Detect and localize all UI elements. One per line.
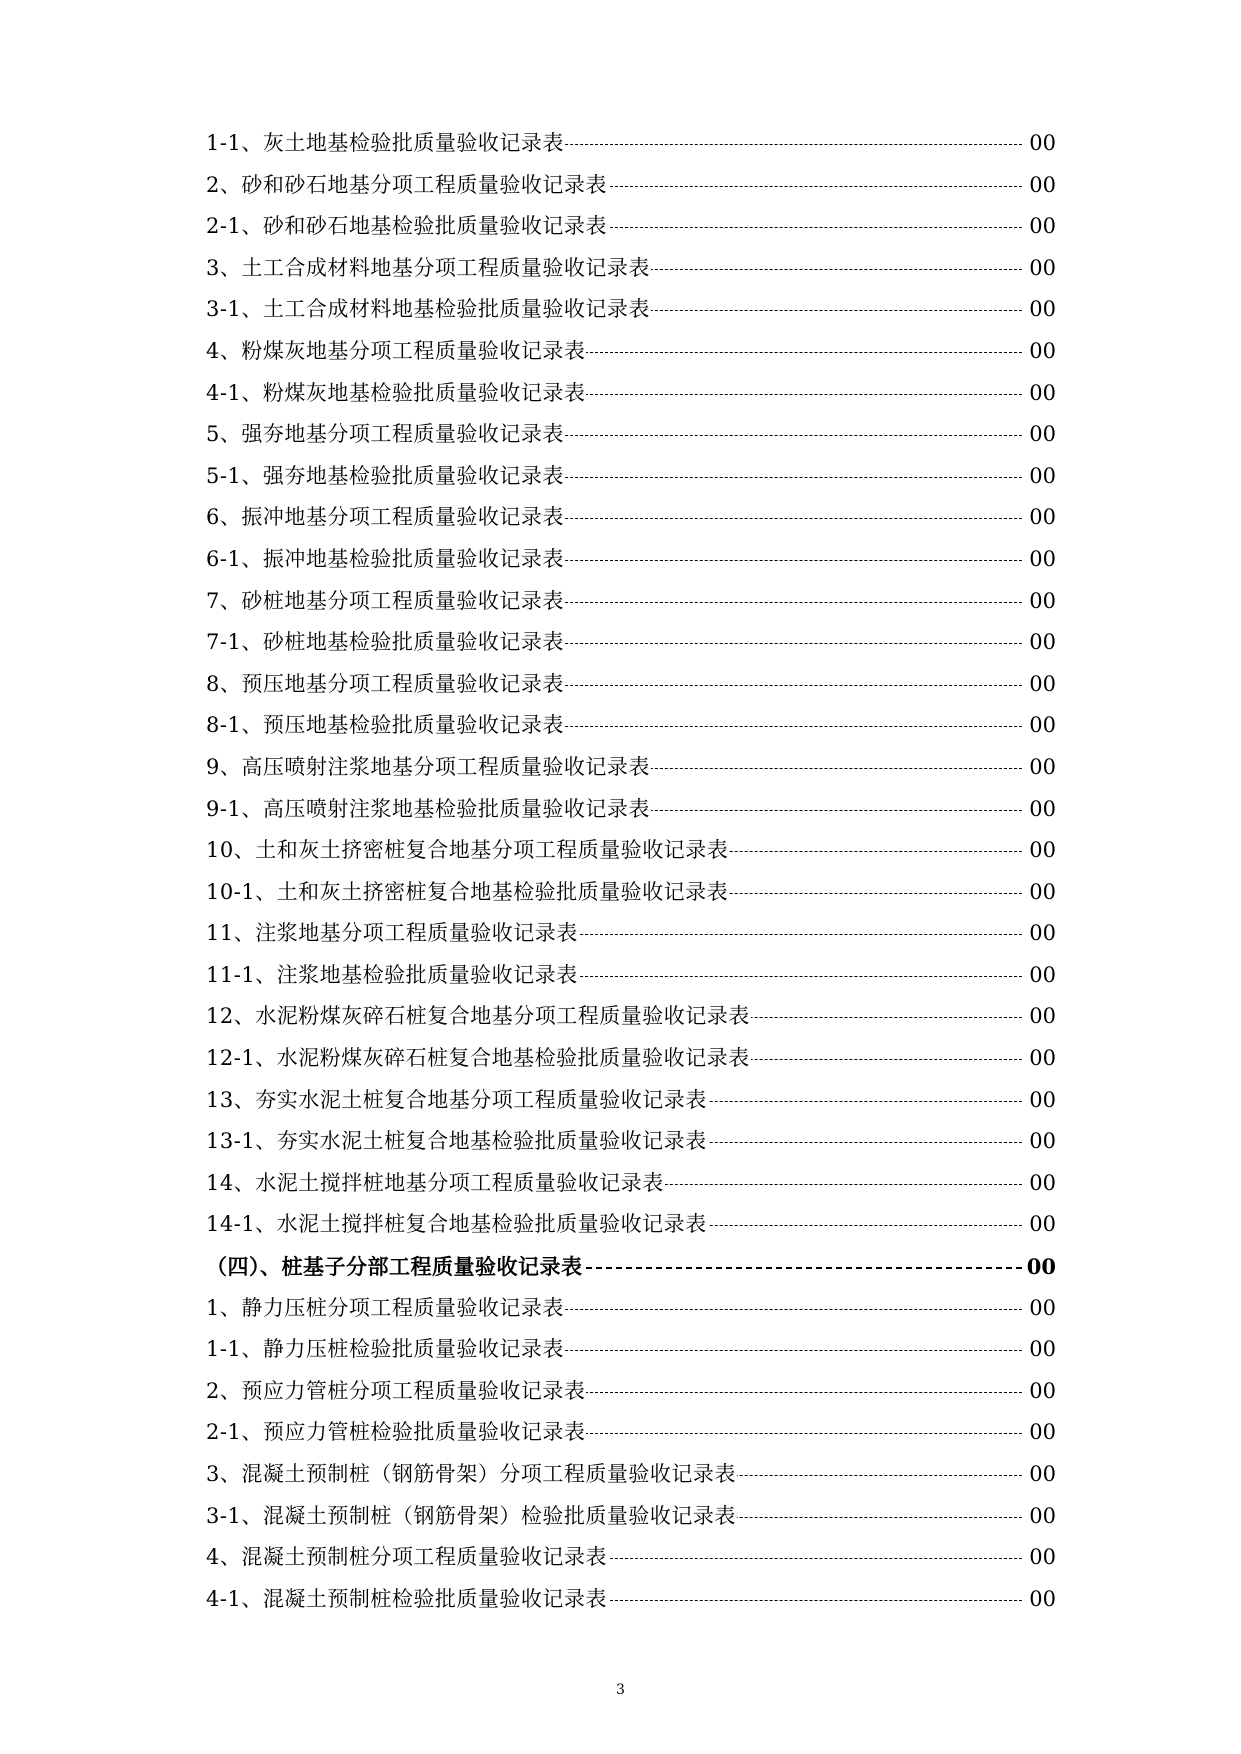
toc-entry-label: 2、砂和砂石地基分项工程质量验收记录表 <box>206 172 607 197</box>
toc-entry-page: 00 <box>1022 622 1056 664</box>
toc-entry-label: 6-1、振冲地基检验批质量验收记录表 <box>206 546 564 571</box>
toc-entry-page: 00 <box>1022 1329 1056 1371</box>
toc-entry-label: 14、水泥土搅拌桩地基分项工程质量验收记录表 <box>206 1170 664 1195</box>
toc-entry-label: 2-1、砂和砂石地基检验批质量验收记录表 <box>206 214 607 239</box>
toc-entry-page: 00 <box>1022 581 1056 623</box>
toc-entry-label: 2、预应力管桩分项工程质量验收记录表 <box>206 1378 586 1403</box>
toc-entry-label: 13、夯实水泥土桩复合地基分项工程质量验收记录表 <box>206 1087 707 1112</box>
toc-entry-page: 00 <box>1022 996 1056 1038</box>
toc-entry-page: 00 <box>1022 1163 1056 1205</box>
toc-entry-page: 00 <box>1022 1496 1056 1538</box>
toc-entry-label: 7、砂桩地基分项工程质量验收记录表 <box>206 588 564 613</box>
toc-entry[interactable] <box>206 1454 1056 1496</box>
toc-entry[interactable] <box>206 747 1056 789</box>
toc-entry[interactable] <box>206 1080 1056 1122</box>
toc-entry[interactable] <box>206 289 1056 331</box>
toc-entry[interactable] <box>206 1329 1056 1371</box>
toc-entry-page: 00 <box>1022 206 1056 248</box>
toc-entry-page: 00 <box>1022 248 1056 290</box>
toc-entry-label: 1、静力压桩分项工程质量验收记录表 <box>206 1295 564 1320</box>
toc-entry-page: 00 <box>1022 497 1056 539</box>
toc-entry-label: 5、强夯地基分项工程质量验收记录表 <box>206 422 564 447</box>
toc-entry-label: 4、混凝土预制桩分项工程质量验收记录表 <box>206 1545 607 1570</box>
toc-entry[interactable] <box>206 373 1056 415</box>
toc-entry-page: 00 <box>1022 1080 1056 1122</box>
toc-entry-label: 2-1、预应力管桩检验批质量验收记录表 <box>206 1420 586 1445</box>
toc-entry-page: 00 <box>1022 955 1056 997</box>
toc-entry-label: 13-1、夯实水泥土桩复合地基检验批质量验收记录表 <box>206 1129 707 1154</box>
toc-entry[interactable] <box>206 1579 1056 1621</box>
toc-entry-page: 00 <box>1022 705 1056 747</box>
toc-entry[interactable] <box>206 1537 1056 1579</box>
toc-entry-page: 00 <box>1022 664 1056 706</box>
toc-entry[interactable] <box>206 581 1056 623</box>
toc-entry[interactable] <box>206 664 1056 706</box>
toc-entry[interactable] <box>206 622 1056 664</box>
toc-entry[interactable] <box>206 248 1056 290</box>
toc-entry-label: 11、注浆地基分项工程质量验收记录表 <box>206 921 578 946</box>
toc-entry-label: 6、振冲地基分项工程质量验收记录表 <box>206 505 564 530</box>
toc-entry[interactable] <box>206 1412 1056 1454</box>
page-number: 3 <box>616 1682 625 1698</box>
toc-entry-page: 00 <box>1022 1121 1056 1163</box>
toc-entry[interactable] <box>206 789 1056 831</box>
toc-entry-label: 4-1、粉煤灰地基检验批质量验收记录表 <box>206 380 586 405</box>
toc-entry[interactable] <box>206 497 1056 539</box>
toc-entry-page: 00 <box>1022 1454 1056 1496</box>
toc-entry-label: 11-1、注浆地基检验批质量验收记录表 <box>206 962 578 987</box>
toc-entry-page: 00 <box>1022 872 1056 914</box>
toc-entry[interactable] <box>206 165 1056 207</box>
toc-entry-page: 00 <box>1022 1371 1056 1413</box>
toc-entry[interactable] <box>206 996 1056 1038</box>
toc-entry-label: 5-1、强夯地基检验批质量验收记录表 <box>206 463 564 488</box>
toc-entry[interactable] <box>206 1371 1056 1413</box>
toc-entry[interactable] <box>206 539 1056 581</box>
toc-entry[interactable] <box>206 872 1056 914</box>
toc-entry-label: 3、土工合成材料地基分项工程质量验收记录表 <box>206 255 650 280</box>
toc-entry-label: 4、粉煤灰地基分项工程质量验收记录表 <box>206 338 586 363</box>
toc-entry-label: 3-1、土工合成材料地基检验批质量验收记录表 <box>206 297 650 322</box>
toc-entry-label: 9-1、高压喷射注浆地基检验批质量验收记录表 <box>206 796 650 821</box>
toc-entry-label: 4-1、混凝土预制桩检验批质量验收记录表 <box>206 1586 607 1611</box>
toc-entry[interactable] <box>206 830 1056 872</box>
toc-entry-page: 00 <box>1022 913 1056 955</box>
toc-entry[interactable] <box>206 414 1056 456</box>
toc-entry[interactable] <box>206 206 1056 248</box>
toc-entry[interactable] <box>206 955 1056 997</box>
toc-entry-label: 1-1、静力压桩检验批质量验收记录表 <box>206 1337 564 1362</box>
toc-entry[interactable] <box>206 1121 1056 1163</box>
toc-entry-page: 00 <box>1022 1579 1056 1621</box>
toc-entry-page: 00 <box>1022 747 1056 789</box>
toc-entry[interactable] <box>206 331 1056 373</box>
toc-entry[interactable] <box>206 913 1056 955</box>
table-of-contents <box>206 123 1056 1620</box>
toc-entry[interactable] <box>206 1038 1056 1080</box>
toc-entry[interactable] <box>206 123 1056 165</box>
toc-entry[interactable] <box>206 705 1056 747</box>
toc-entry-page: 00 <box>1022 165 1056 207</box>
toc-entry-page: 00 <box>1022 1288 1056 1330</box>
toc-entry[interactable] <box>206 456 1056 498</box>
toc-entry-page: 00 <box>1022 1038 1056 1080</box>
toc-entry[interactable] <box>206 1288 1056 1330</box>
toc-section-heading[interactable] <box>206 1246 1056 1288</box>
toc-entry-page: 00 <box>1022 289 1056 331</box>
toc-entry-label: （四）、桩基子分部工程质量验收记录表 <box>206 1254 583 1280</box>
toc-entry-page: 00 <box>1022 1246 1056 1288</box>
toc-entry-page: 00 <box>1022 373 1056 415</box>
toc-entry-page: 00 <box>1022 789 1056 831</box>
toc-entry-page: 00 <box>1022 123 1056 165</box>
toc-entry-label: 10、土和灰土挤密桩复合地基分项工程质量验收记录表 <box>206 838 729 863</box>
toc-entry-label: 12、水泥粉煤灰碎石桩复合地基分项工程质量验收记录表 <box>206 1004 750 1029</box>
toc-entry-page: 00 <box>1022 456 1056 498</box>
toc-entry-page: 00 <box>1022 1412 1056 1454</box>
toc-entry[interactable] <box>206 1204 1056 1246</box>
toc-entry-label: 9、高压喷射注浆地基分项工程质量验收记录表 <box>206 754 650 779</box>
toc-entry-label: 8-1、预压地基检验批质量验收记录表 <box>206 713 564 738</box>
toc-entry-page: 00 <box>1022 331 1056 373</box>
toc-entry-page: 00 <box>1022 1204 1056 1246</box>
toc-entry-page: 00 <box>1022 539 1056 581</box>
toc-entry[interactable] <box>206 1496 1056 1538</box>
toc-entry-page: 00 <box>1022 1537 1056 1579</box>
toc-entry-page: 00 <box>1022 830 1056 872</box>
toc-entry-label: 7-1、砂桩地基检验批质量验收记录表 <box>206 630 564 655</box>
toc-entry-label: 8、预压地基分项工程质量验收记录表 <box>206 671 564 696</box>
toc-entry-label: 3-1、混凝土预制桩（钢筋骨架）检验批质量验收记录表 <box>206 1503 736 1528</box>
toc-entry[interactable] <box>206 1163 1056 1205</box>
toc-entry-label: 1-1、灰土地基检验批质量验收记录表 <box>206 131 564 155</box>
toc-entry-label: 10-1、土和灰土挤密桩复合地基检验批质量验收记录表 <box>206 879 729 904</box>
toc-entry-label: 12-1、水泥粉煤灰碎石桩复合地基检验批质量验收记录表 <box>206 1046 750 1071</box>
toc-entry-label: 3、混凝土预制桩（钢筋骨架）分项工程质量验收记录表 <box>206 1462 736 1486</box>
toc-entry-page: 00 <box>1022 414 1056 456</box>
toc-entry-label: 14-1、水泥土搅拌桩复合地基检验批质量验收记录表 <box>206 1212 707 1237</box>
